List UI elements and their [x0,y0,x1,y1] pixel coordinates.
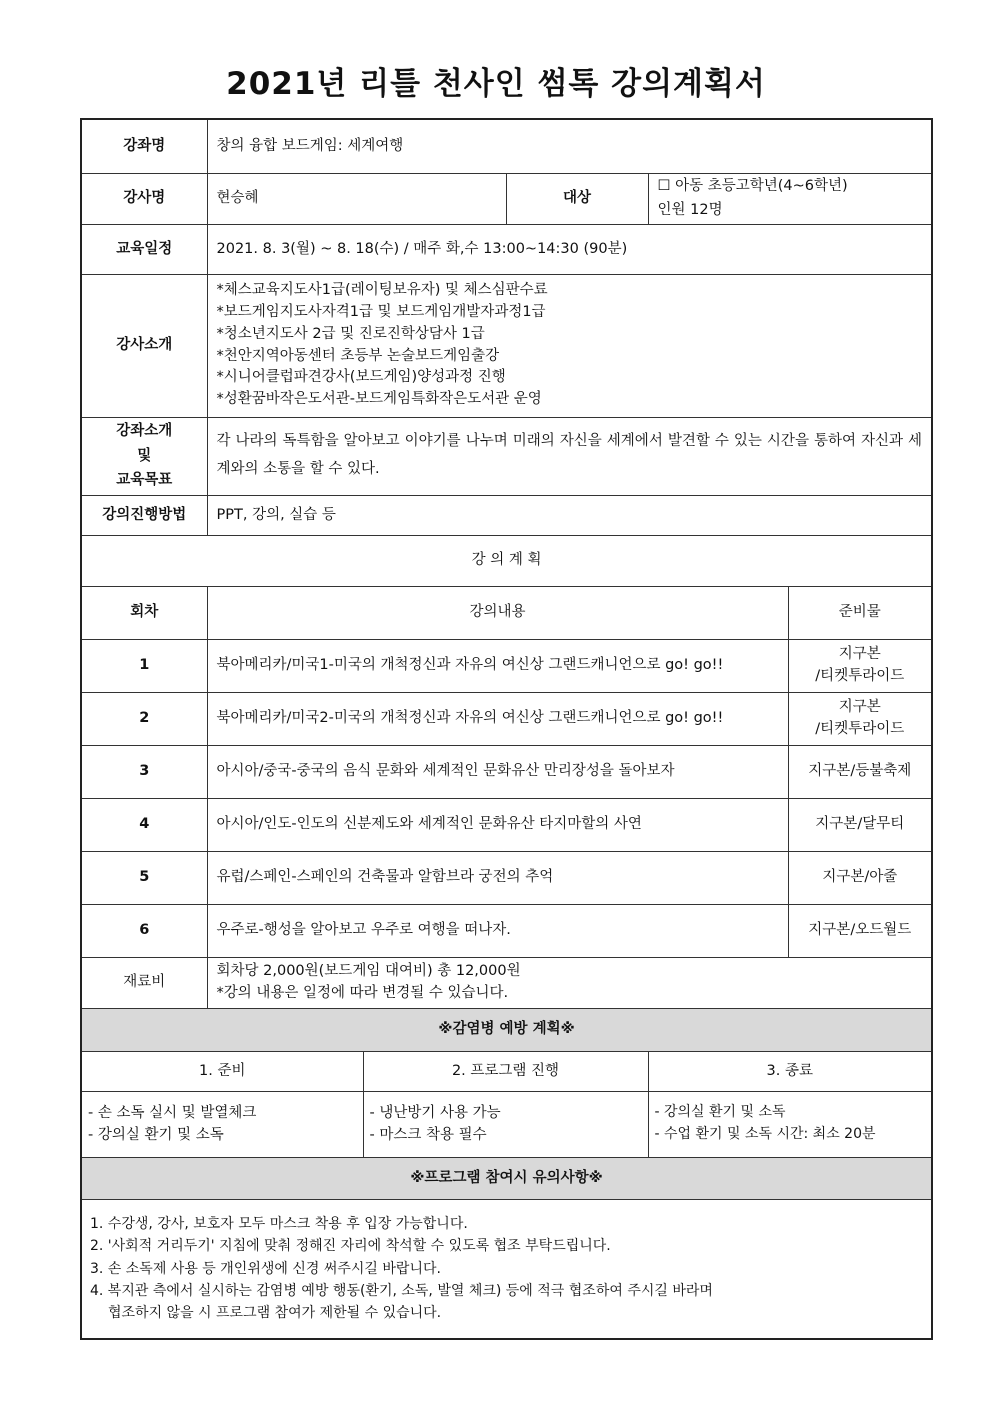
plan-row [81,745,932,798]
materials-line: /티켓투라이드 [815,667,905,684]
plan-header-row [81,586,932,639]
prevention-item: - 손 소독 실시 및 발열체크 [88,1104,257,1121]
prevention-end-items [648,1091,932,1157]
prevention-col-progress: 2. 프로그램 진행 [363,1051,648,1091]
session-content: 아시아/인도-인도의 신분제도와 세계적인 문화유산 타지마할의 사연 [207,798,788,851]
session-number: 6 [81,904,207,957]
method-value: PPT, 강의, 실습 등 [207,495,932,535]
materials-line: /티켓투라이드 [815,720,905,737]
fee-row [81,957,932,1008]
plan-row [81,639,932,692]
prevention-prepare-items [81,1091,363,1157]
plan-heading: 강 의 계 획 [81,535,932,586]
session-number: 3 [81,745,207,798]
notice-items-row [81,1199,932,1339]
session-materials: 지구본/등불축제 [788,745,932,798]
session-number: 2 [81,692,207,745]
target-line-1: ☐ 아동 초등고학년(4~6학년) [657,178,848,195]
prevention-items-row [81,1091,932,1157]
materials-line: 지구본 [838,646,881,663]
instructor-intro-row [81,274,932,417]
prevention-item: - 마스크 착용 필수 [369,1127,487,1143]
intro-item: *천안지역아동센터 초등부 논술보드게임출강 [216,347,500,364]
page-title: 2021년 리틀 천사인 썸톡 강의계획서 [226,66,766,102]
session-materials: 지구본/아줄 [788,851,932,904]
prevention-item: - 수업 환기 및 소독 시간: 최소 20분 [654,1126,876,1142]
target-label: 대상 [506,173,648,224]
instructor-intro-label: 강사소개 [81,274,207,417]
intro-item: *체스교육지도사1급(레이팅보유자) 및 체스심판수료 [216,282,548,299]
intro-item: *보드게임지도사자격1급 및 보드게임개발자과정1급 [216,304,546,320]
goal-label-line-3: 교육목표 [116,472,173,489]
fee-label: 재료비 [81,957,207,1008]
prevention-item: - 강의실 환기 및 소독 [88,1127,224,1143]
materials-line: 지구본 [838,699,881,716]
course-goal-value: 각 나라의 독특함을 알아보고 이야기를 나누며 미래의 자신을 세계에서 발견할 수 있는 시간을 통하여 자신과 세계와의 소통을 할 수 있다. [207,417,932,495]
target-line-2: 인원 12명 [657,201,723,218]
notice-item: 4. 복지관 측에서 실시하는 감염병 예방 행동(환기, 소독, 발열 체크) 등에 적극 협조하여 주시길 바라며 [90,1282,713,1299]
prevention-heading: ※감염병 예방 계획※ [81,1008,932,1051]
notice-list [81,1199,932,1339]
session-number: 4 [81,798,207,851]
prevention-header-row [81,1051,932,1091]
session-materials [788,639,932,692]
schedule-value: 2021. 8. 3(월) ~ 8. 18(수) / 매주 화,수 13:00~14:30 (90분) [207,224,932,274]
fee-value [207,957,932,1008]
notice-item: 2. '사회적 거리두기' 지침에 맞춰 정해진 자리에 착석할 수 있도록 협조 부탁드립니다. [90,1238,611,1255]
method-label: 강의진행방법 [81,495,207,535]
course-name-value: 창의 융합 보드게임: 세계여행 [207,119,932,173]
prevention-progress-items [363,1091,648,1157]
plan-row [81,851,932,904]
col-materials-header: 준비물 [788,586,932,639]
plan-row [81,798,932,851]
method-row [81,495,932,535]
course-goal-label [81,417,207,495]
notice-item: 3. 손 소독제 사용 등 개인위생에 신경 써주시길 바랍니다. [90,1260,441,1277]
notice-item: 1. 수강생, 강사, 보호자 모두 마스크 착용 후 입장 가능합니다. [90,1215,468,1232]
session-number: 1 [81,639,207,692]
intro-item: *시니어클럽파견강사(보드게임)양성과정 진행 [216,369,506,386]
session-content: 북아메리카/미국2-미국의 개척정신과 자유의 여신상 그랜드캐니언으로 go! go!! [207,692,788,745]
course-name-row [81,119,932,173]
session-content: 아시아/중국-중국의 음식 문화와 세계적인 문화유산 만리장성을 돌아보자 [207,745,788,798]
notice-heading-row [81,1157,932,1199]
course-goal-row [81,417,932,495]
prevention-col-prepare: 1. 준비 [81,1051,363,1091]
course-name-label: 강좌명 [81,119,207,173]
prevention-item: - 강의실 환기 및 소독 [654,1104,786,1121]
session-content: 유럽/스페인-스페인의 건축물과 알함브라 궁전의 추억 [207,851,788,904]
lecture-plan-table [80,118,933,1340]
session-materials: 지구본/달무티 [788,798,932,851]
intro-item: *성환꿈바작은도서관-보드게임특화작은도서관 운영 [216,391,542,407]
goal-label-line-2: 및 [137,447,152,464]
session-content: 우주로-행성을 알아보고 우주로 여행을 떠나자. [207,904,788,957]
plan-heading-row [81,535,932,586]
plan-row [81,692,932,745]
col-session-header: 회차 [81,586,207,639]
session-materials [788,692,932,745]
fee-line-1: 회차당 2,000원(보드게임 대여비) 총 12,000원 [216,963,521,980]
notice-item-continuation: 협조하지 않을 시 프로그램 참여가 제한될 수 있습니다. [108,1305,442,1322]
plan-row [81,904,932,957]
instructor-label: 강사명 [81,173,207,224]
intro-item: *청소년지도사 2급 및 진로진학상담사 1급 [216,325,485,342]
goal-label-line-1: 강좌소개 [116,423,173,440]
session-number: 5 [81,851,207,904]
instructor-value: 현승혜 [207,173,506,224]
col-content-header: 강의내용 [207,586,788,639]
schedule-row [81,224,932,274]
session-materials: 지구본/오드월드 [788,904,932,957]
prevention-item: - 냉난방기 사용 가능 [369,1104,501,1121]
prevention-col-end: 3. 종료 [648,1051,932,1091]
prevention-heading-row [81,1008,932,1051]
session-content: 북아메리카/미국1-미국의 개척정신과 자유의 여신상 그랜드캐니언으로 go! go!! [207,639,788,692]
fee-line-2: *강의 내용은 일정에 따라 변경될 수 있습니다. [216,984,509,1001]
schedule-label: 교육일정 [81,224,207,274]
notice-heading: ※프로그램 참여시 유의사항※ [81,1157,932,1199]
target-value [648,173,932,224]
instructor-row [81,173,932,224]
instructor-intro-list [207,274,932,417]
